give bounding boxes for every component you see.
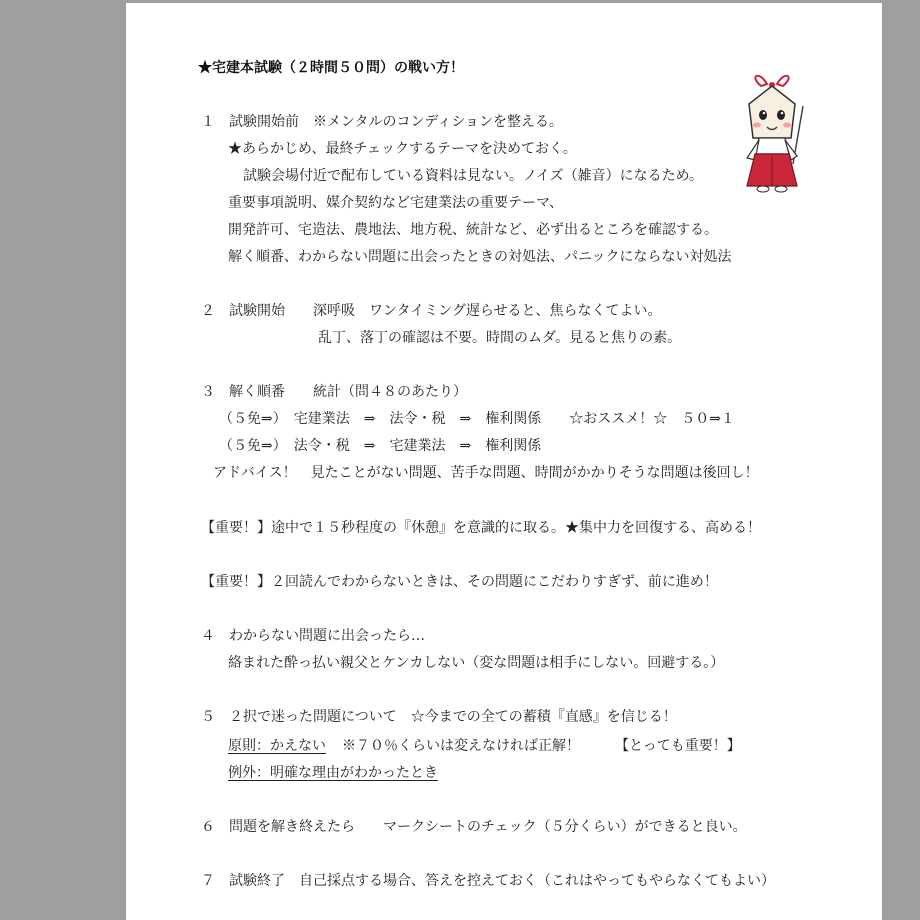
section-1-line: 重要事項説明、媒介契約など宅建業法の重要テーマ、 <box>228 195 564 211</box>
section-3-heading: ３ 解く順番 統計（問４８のあたり） <box>201 384 467 400</box>
section-1-line: ★あらかじめ、最終チェックするテーマを決めておく。 <box>228 141 577 157</box>
section-1-line: 試験会場付近で配布している資料は見ない。ノイズ（雑音）になるため。 <box>243 168 704 184</box>
section-3-advice: アドバイス！ 見たことがない問題、苦手な問題、時間がかかりそうな問題は後回し！ <box>213 465 759 481</box>
important-note-2: 【重要！】２回読んでわからないときは、その問題にこだわりすぎず、前に進め！ <box>201 574 718 590</box>
section-1-line: 開発許可、宅造法、農地法、地方税、統計など、必ず出るところを確認する。 <box>228 222 718 238</box>
section-5-heading: ５ ２択で迷った問題について ☆今までの全ての蓄積『直感』を信じる！ <box>201 709 677 725</box>
rule-principle: 原則：かえない <box>228 738 326 754</box>
section-4-line: 絡まれた酔っ払い親父とケンカしない（変な問題は相手にしない。回避する。） <box>228 655 725 671</box>
section-4-heading: ４ わからない問題に出会ったら… <box>201 628 425 644</box>
section-3-order-2: （５免⇒） 法令・税 ⇒ 宅建業法 ⇒ 権利関係 <box>219 438 542 454</box>
document-title: ★宅建本試験（２時間５０問）の戦い方！ <box>198 60 464 76</box>
section-2-heading: ２ 試験開始 深呼吸 ワンタイミング遅らせると、焦らなくてよい。 <box>201 303 662 319</box>
mascot-illustration <box>731 68 815 194</box>
section-7-heading: ７ 試験終了 自己採点する場合、答えを控えておく（これはやってもやらなくてもよい） <box>201 873 775 889</box>
document-page <box>126 3 882 920</box>
section-1-line: 解く順番、わからない問題に出会ったときの対処法、パニックにならない対処法 <box>228 249 732 265</box>
section-6-heading: ６ 問題を解き終えたら マークシートのチェック（５分くらい）ができると良い。 <box>201 819 747 835</box>
section-1-heading: １ 試験開始前 ※メンタルのコンディションを整える。 <box>201 114 564 130</box>
section-2-line: 乱丁、落丁の確認は不要。時間のムダ。見ると焦りの素。 <box>318 330 682 346</box>
rule-exception: 例外：明確な理由がわかったとき <box>228 765 438 781</box>
section-3-order-1: （５免⇒） 宅建業法 ⇒ 法令・税 ⇒ 権利関係 ☆おススメ！☆ ５０⇒１ <box>219 411 735 427</box>
rule-principle-note: ※７０％くらいは変えなければ正解！ 【とっても重要！】 <box>342 738 741 754</box>
important-note-1: 【重要！】途中で１５秒程度の『休憩』を意識的に取る。★集中力を回復する、高める！ <box>201 520 761 536</box>
